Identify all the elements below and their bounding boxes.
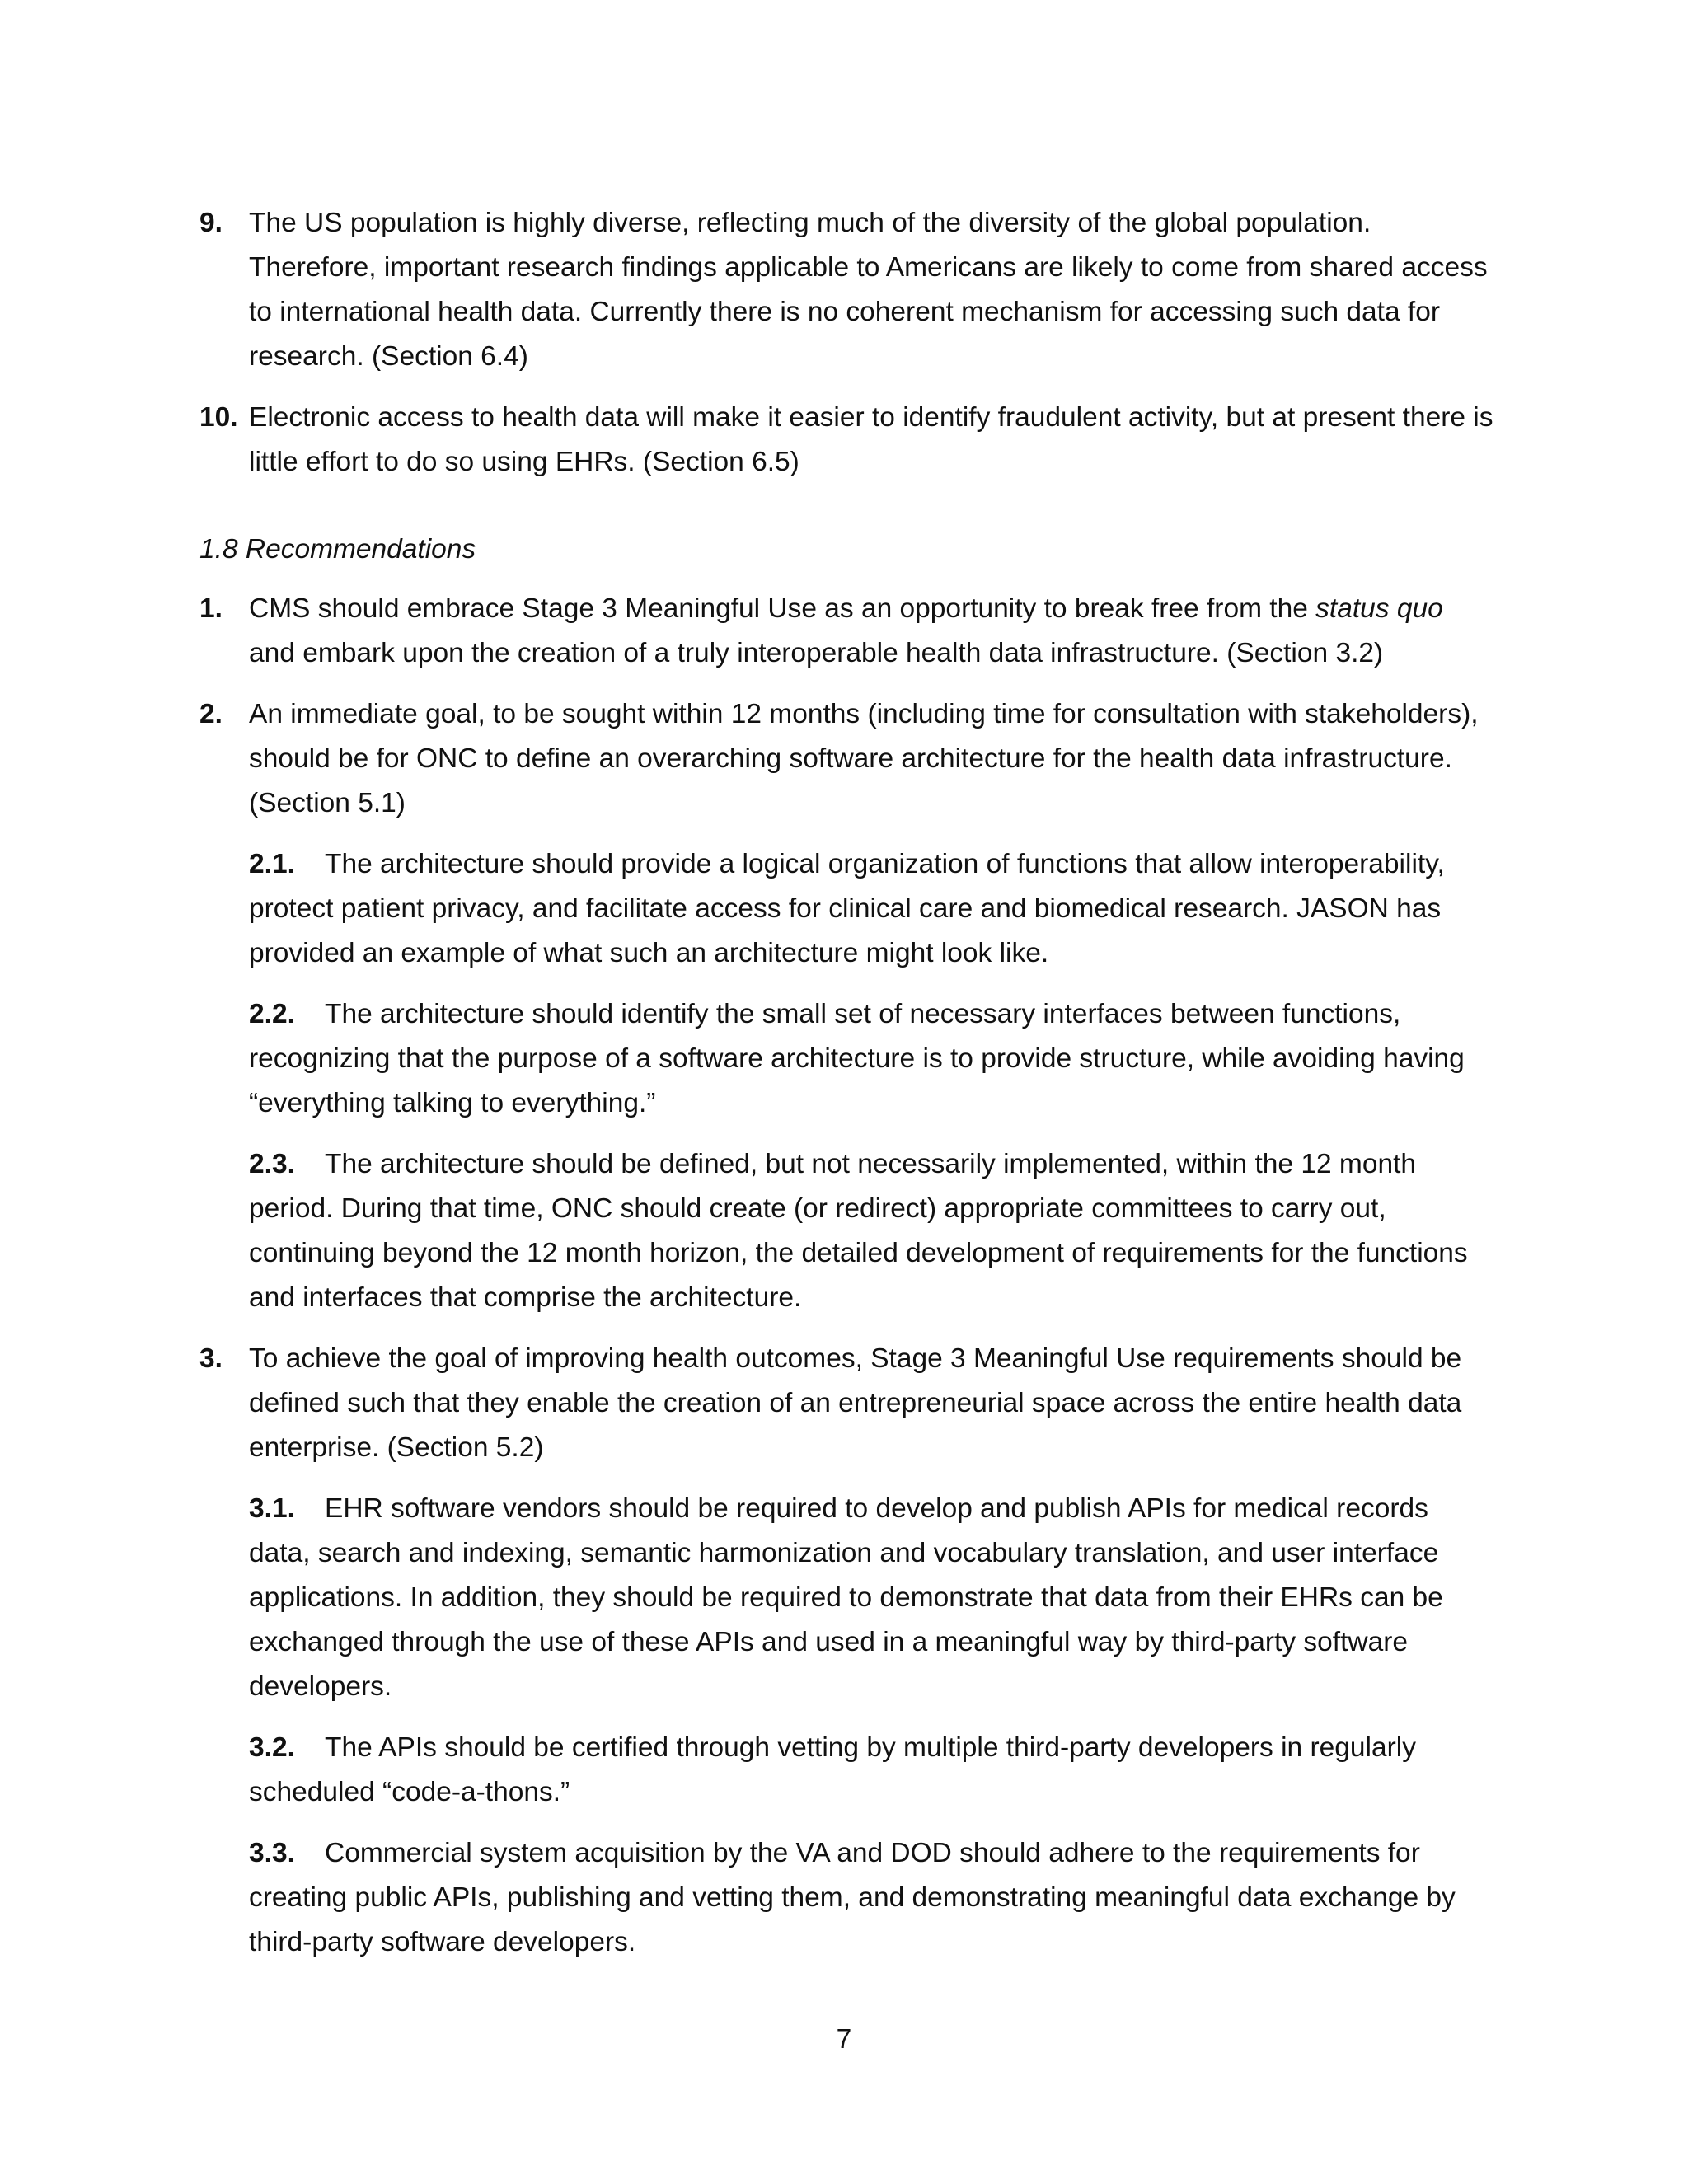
recommendation-subitem-2-1 (199, 842, 1493, 976)
sublist-number: 3.3. (249, 1838, 295, 1868)
list-text: Electronic access to health data will make it easier to identify fraudulent activity, but at present there is little effort to do so using EHRs. (Section 6.5) (249, 402, 1493, 477)
sublist-number: 2.3. (249, 1149, 295, 1179)
text-segment: and embark upon the creation of a truly interoperable health data infrastructure. (Section 3.2) (249, 638, 1384, 668)
page-number: 7 (836, 2024, 852, 2055)
page-content (199, 201, 1493, 1981)
list-text: An immediate goal, to be sought within 12 months (including time for consultation with stakeholders), should be for ONC to define an overarching software architecture for the health data infrastructure. (Section 5.1) (249, 699, 1479, 818)
list-number: 10. (199, 402, 238, 433)
list-text: The US population is highly diverse, reflecting much of the diversity of the global population. Therefore, important research findings applicable to Americans are likely to come from shared access to international health data. Currently there is no coherent mechanism for accessing such data for research. (Section 6.4) (249, 208, 1488, 372)
section-heading: 1.8 Recommendations (199, 534, 476, 565)
list-text: To achieve the goal of improving health outcomes, Stage 3 Meaningful Use requirements should be defined such that they enable the creation of an entrepreneurial space across the entire health data enterprise. (Section 5.2) (249, 1343, 1462, 1463)
list-number: 9. (199, 208, 223, 238)
sublist-number: 2.2. (249, 999, 295, 1029)
recommendation-item-3 (199, 1337, 1493, 1470)
recommendation-item-2 (199, 692, 1493, 826)
list-text (249, 593, 1443, 668)
sublist-number: 2.1. (249, 849, 295, 879)
finding-item-9 (199, 201, 1493, 379)
recommendation-subitem-2-3 (199, 1142, 1493, 1320)
recommendation-subitem-3-3 (199, 1831, 1493, 1965)
sublist-number: 3.2. (249, 1732, 295, 1763)
text-segment: CMS should embrace Stage 3 Meaningful Use as an opportunity to break free from the (249, 593, 1316, 624)
sublist-text: The APIs should be certified through vetting by multiple third-party developers in regularly scheduled “code-a-thons.” (249, 1732, 1416, 1807)
finding-item-10 (199, 396, 1493, 485)
list-number: 1. (199, 593, 223, 624)
sublist-text: Commercial system acquisition by the VA and DOD should adhere to the requirements for creating public APIs, publishing and vetting them, and demonstrating meaningful data exchange by third-party software developers. (249, 1838, 1456, 1957)
recommendation-item-1 (199, 587, 1493, 676)
sublist-number: 3.1. (249, 1493, 295, 1524)
recommendation-subitem-2-2 (199, 992, 1493, 1126)
sublist-text: The architecture should be defined, but not necessarily implemented, within the 12 month period. During that time, ONC should create (or redirect) appropriate committees to carry out, continuing beyond the 12 month horizon, the detailed development of requirements for the functions and interfaces that comprise the architecture. (249, 1149, 1468, 1313)
italic-term: status quo (1315, 593, 1443, 624)
sublist-text: EHR software vendors should be required to develop and publish APIs for medical records data, search and indexing, semantic harmonization and vocabulary translation, and user interface applications. In addition, they should be required to demonstrate that data from their EHRs can be exchanged through the use of these APIs and used in a meaningful way by third-party software developers. (249, 1493, 1443, 1702)
list-number: 2. (199, 699, 223, 729)
recommendation-subitem-3-1 (199, 1487, 1493, 1709)
recommendation-subitem-3-2 (199, 1726, 1493, 1815)
sublist-text: The architecture should provide a logical organization of functions that allow interoperability, protect patient privacy, and facilitate access for clinical care and biomedical research. JASON has provided an example of what such an architecture might look like. (249, 849, 1445, 968)
sublist-text: The architecture should identify the small set of necessary interfaces between functions, recognizing that the purpose of a software architecture is to provide structure, while avoiding having “everything talking to everything.” (249, 999, 1465, 1118)
list-number: 3. (199, 1343, 223, 1374)
